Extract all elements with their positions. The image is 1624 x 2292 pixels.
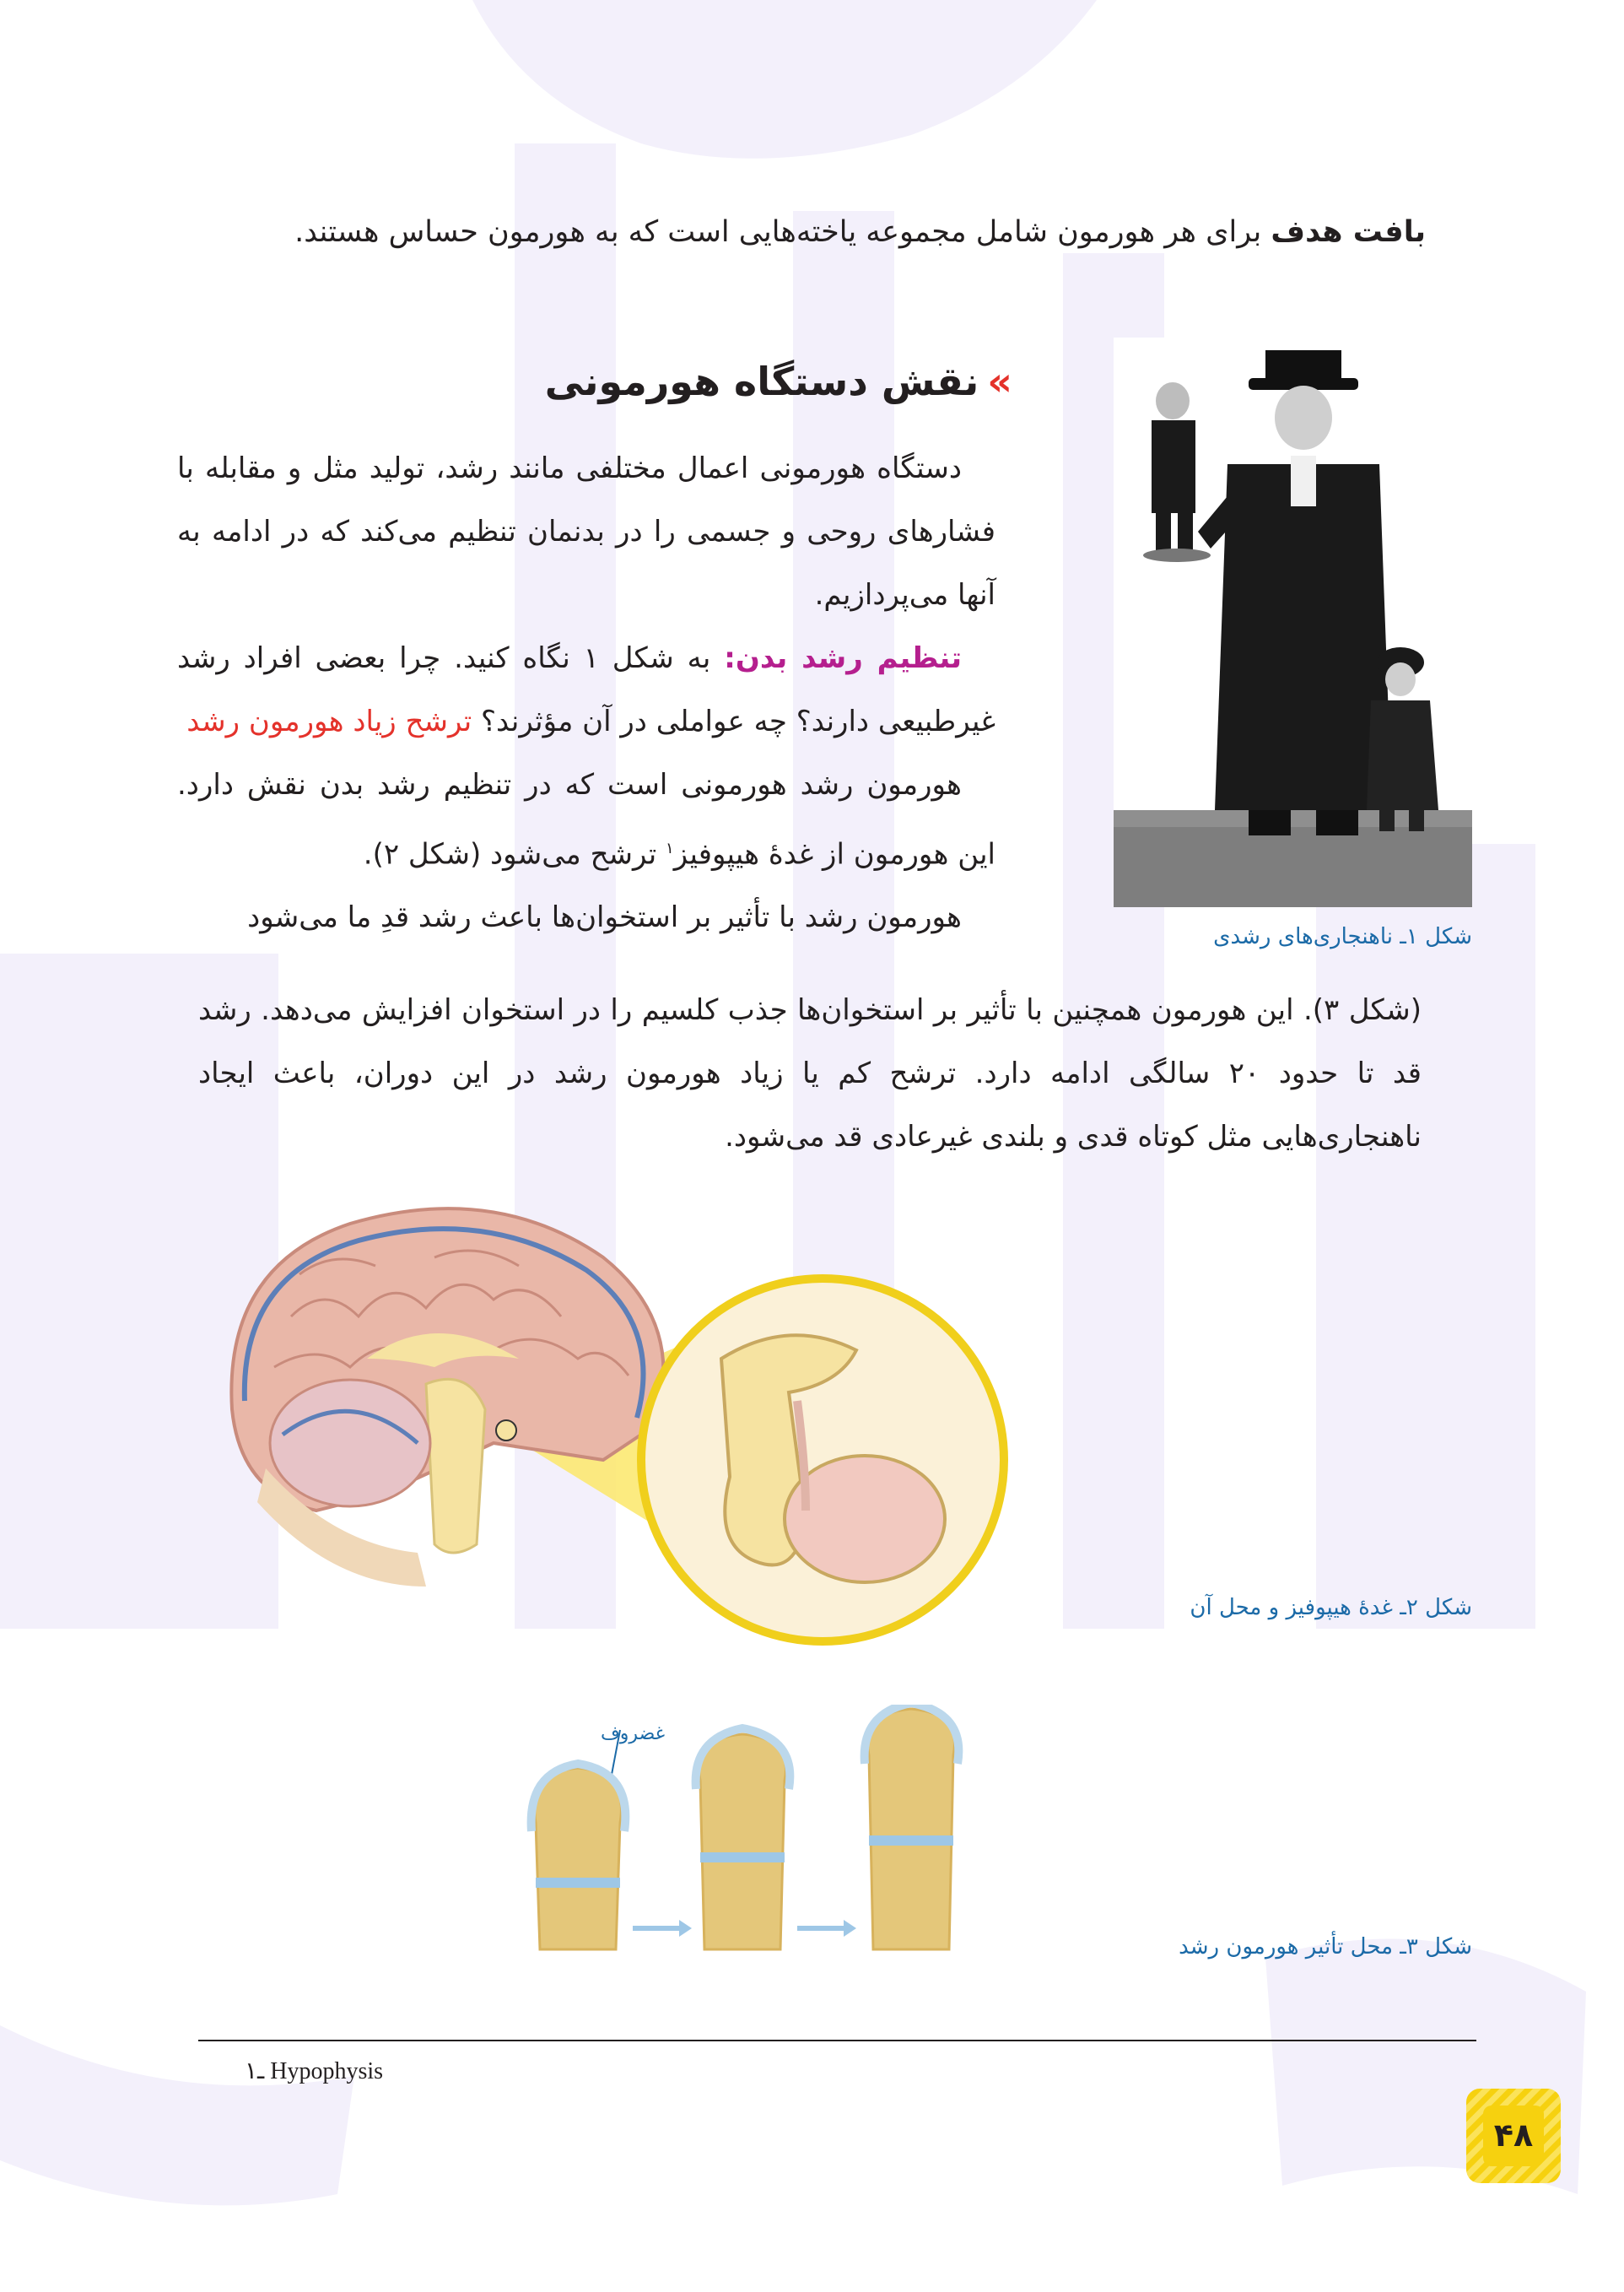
paragraph-bone-effect: (شکل ۳). این هورمون همچنین با تأثیر بر استخوان‌ها جذب کلسیم را در استخوان افزایش می‌دهد. رشد قد تا حدود ۲۰ سالگی ادامه دارد. ترشح کم یا زیاد هورمون رشد در این دوران، باعث ایجاد ناهنجاری‌هایی مثل کوتاه قدی و بلندی غیرعادی قد می‌شود.	[198, 993, 1422, 1154]
growth-regulation-label: تنظیم رشد بدن:	[724, 641, 962, 675]
figure2-caption: شکل ۲ـ غدهٔ هیپوفیز و محل آن	[1190, 1595, 1472, 1620]
paragraph-hormone-roles: دستگاه هورمونی اعمال مختلفی مانند رشد، تولید مثل و مقابله با فشارهای روحی و جسمی را در بدنمان تنظیم می‌کند که در ادامه به آنها می‌پردازیم.	[177, 451, 995, 612]
figure-bone-growth	[523, 1705, 995, 1958]
section-heading	[540, 359, 1012, 404]
footnote-divider	[198, 2040, 1476, 2041]
figure-pituitary-location	[215, 1190, 1093, 1671]
cartilage-label: غضروف	[601, 1723, 666, 1744]
section-title: نقش دستگاه هورمونی	[544, 359, 979, 404]
footnote-mark: ۱	[666, 840, 674, 857]
page-number: ۴۸	[1493, 2116, 1534, 2154]
intro-paragraph	[253, 194, 1426, 270]
paragraph-growth-hormone: هورمون رشد هورمونی است که در تنظیم رشد بدن نقش دارد. این هورمون از غدهٔ هیپوفیز$^۱$ ترشح می‌شود (شکل ۲).	[177, 768, 995, 872]
main-text	[177, 437, 995, 949]
paragraph-bone-effect-start: هورمون رشد با تأثیر بر استخوان‌ها باعث رشد قدِ ما می‌شود	[247, 900, 962, 935]
footnote: ۱ـ Hypophysis	[245, 2058, 384, 2084]
intro-term: بافت هدف	[1271, 215, 1426, 249]
figure3-caption: شکل ۳ـ محل تأثیر هورمون رشد	[1179, 1934, 1472, 1960]
intro-text: برای هر هورمون شامل مجموعه یاخته‌هایی است که به هورمون حساس هستند.	[294, 215, 1271, 249]
chevron-icon: »	[987, 359, 1012, 404]
figure-growth-abnormalities-photo	[1114, 338, 1472, 907]
handwritten-annotation: ترشح زیاد هورمون رشد	[186, 705, 481, 738]
figure1-caption: شکل ۱ـ ناهنجاری‌های رشدی	[1213, 924, 1472, 949]
paragraph-growth-regulation: تنظیم رشد بدن: به شکل ۱ نگاه کنید. چرا بعضی افراد رشد غیرطبیعی دارند؟ چه عواملی در آن مؤثرند؟ ترشح زیاد هورمون رشد	[177, 641, 995, 738]
